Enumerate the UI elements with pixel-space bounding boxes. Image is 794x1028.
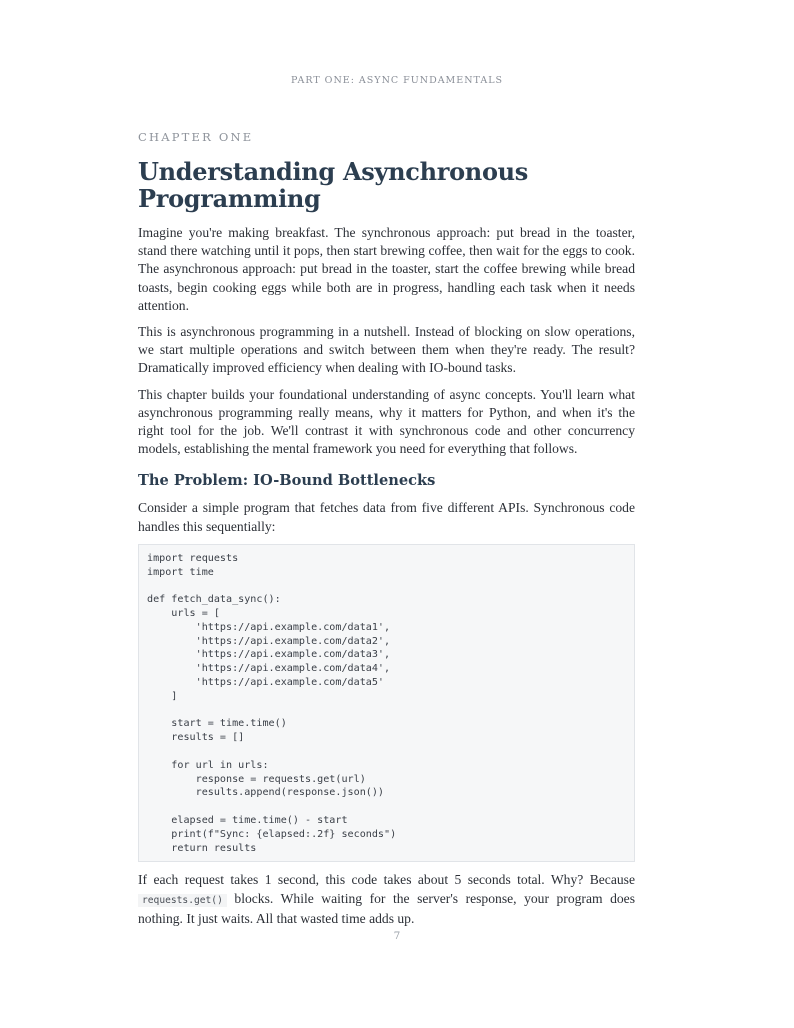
paragraph-text-after-code: blocks. While waiting for the server's response, your program does nothing. It just waits. All that wasted time adds up.: [138, 890, 635, 926]
code-line: results = []: [147, 732, 245, 744]
code-line: def fetch_data_sync():: [147, 594, 281, 606]
code-line: response = requests.get(url): [147, 773, 366, 785]
code-line: urls = [: [147, 608, 220, 620]
code-line: ]: [147, 690, 178, 702]
code-line: 'https://api.example.com/data4',: [147, 663, 391, 675]
intro-paragraph-2: This is asynchronous programming in a nutshell. Instead of blocking on slow operations, we start multiple operations and switch between them when they're ready. The result? Dramatically improved efficiency when dealing with IO-bound tasks.: [138, 324, 635, 376]
chapter-title-line-2: Programming: [138, 184, 321, 213]
code-line: results.append(response.json()): [147, 787, 385, 799]
code-line: import time: [147, 566, 214, 578]
code-line: 'https://api.example.com/data1',: [147, 621, 391, 633]
code-line: [147, 745, 626, 759]
code-line: 'https://api.example.com/data2',: [147, 635, 391, 647]
code-line: print(f"Sync: {elapsed:.2f} seconds"): [147, 828, 397, 840]
code-line: 'https://api.example.com/data3',: [147, 649, 391, 661]
running-header: PART ONE: ASYNC FUNDAMENTALS: [290, 75, 504, 86]
page-content: [138, 130, 635, 936]
section-heading: The Problem: IO-Bound Bottlenecks: [138, 472, 436, 490]
code-block: [138, 544, 635, 863]
chapter-title: [138, 158, 635, 212]
chapter-title-line-1: Understanding Asynchronous: [138, 157, 529, 186]
code-line: import requests: [147, 552, 239, 564]
page-number: 7: [393, 930, 401, 942]
intro-paragraph-3: This chapter builds your foundational understanding of async concepts. You'll learn what asynchronous programming really means, why it matters for Python, and when it's the right tool for the job. We'll contrast it with synchronous code and other concurrency models, establishing the mental framework you need for everything that follows.: [138, 386, 635, 457]
paragraph-text-before-code: If each request takes 1 second, this code takes about 5 seconds total. Why? Because: [138, 872, 635, 888]
code-line: start = time.time(): [147, 718, 287, 730]
code-line: for url in urls:: [147, 759, 269, 771]
chapter-label: CHAPTER ONE: [138, 130, 254, 144]
code-line: return results: [147, 842, 257, 854]
section-paragraph-1: Consider a simple program that fetches data from five different APIs. Synchronous code handles this sequentially:: [138, 500, 635, 534]
code-line: elapsed = time.time() - start: [147, 814, 348, 826]
code-line: [147, 800, 626, 814]
section-paragraph-2: [138, 871, 635, 928]
code-line: 'https://api.example.com/data5': [147, 677, 385, 689]
inline-code-requests-get: requests.get(): [138, 894, 227, 907]
code-line: [147, 579, 626, 593]
code-line: [147, 704, 626, 718]
intro-paragraph-1: Imagine you're making breakfast. The synchronous approach: put bread in the toaster, stand there watching until it pops, then start brewing coffee, then wait for the eggs to cook. The asynchronous approach: put bread in the toaster, start the coffee brewing while bread toasts, begin cooking eggs while both are in progress, handling each task when it needs attention.: [138, 225, 635, 313]
